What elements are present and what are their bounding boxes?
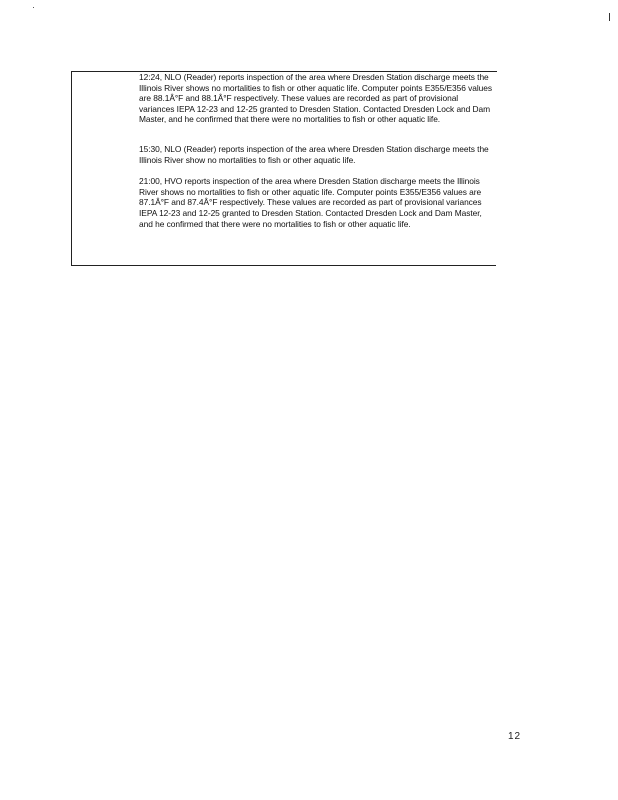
log-entries: [139, 72, 495, 229]
scan-speck: [33, 7, 34, 8]
log-entry-1530: 15:30, NLO (Reader) reports inspection of the area where Dresden Station discharge meets the Illinois River show no mortalities to fish or other aquatic life.: [139, 143, 489, 165]
box-right-gap: [496, 72, 498, 266]
scan-mark: [609, 13, 610, 21]
log-entry-1224: 12:24, NLO (Reader) reports inspection of the area where Dresden Station discharge meets the Illinois River shows no mortalities to fish or other aquatic life. Computer points E355/E356 values are 88.1Â°F and 88.1Â°F respectively. These values are recorded as part of provisional variances IEPA 12-23 and 12-25 granted to Dresden Station. Contacted Dresden Lock and Dam Master, and he confirmed that there were no mortalities to fish or other aquatic life.: [139, 72, 493, 125]
log-entry-2100: 21:00, HVO reports inspection of the area where Dresden Station discharge meets the Illinois River shows no mortalities to fish or other aquatic life. Computer points E355/E356 values are 87.1Â°F and 87.4Â°F respectively. These values are recorded as part of provisional variances IEPA 12-23 and 12-25 granted to Dresden Station. Contacted Dresden Lock and Dam Master, and he confirmed that there were no mortalities to fish or other aquatic life.: [139, 176, 482, 229]
page-number: 12: [508, 731, 522, 742]
